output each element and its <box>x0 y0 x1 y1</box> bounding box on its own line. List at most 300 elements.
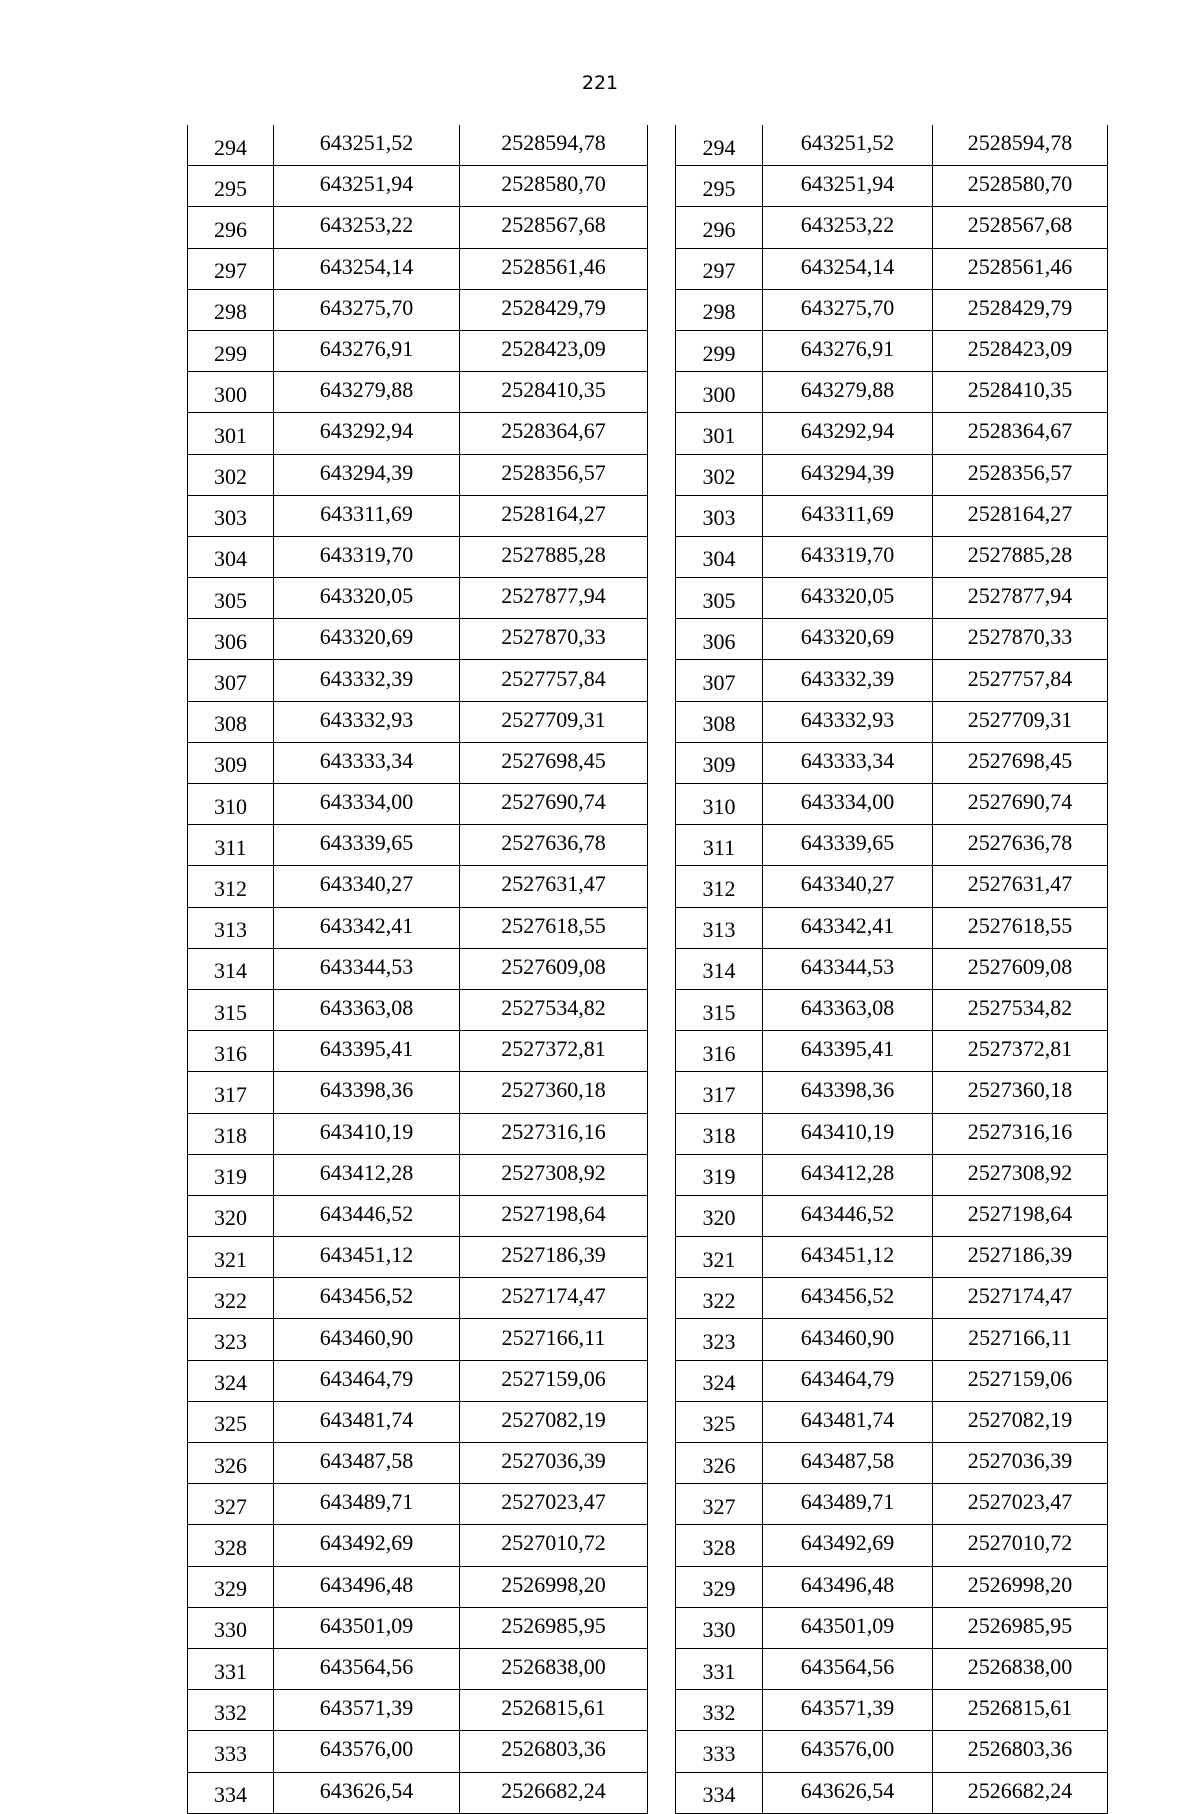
table-row <box>676 578 1108 619</box>
point-number-cell: 315 <box>188 989 274 1030</box>
table-row <box>188 289 648 330</box>
point-number-cell: 306 <box>676 619 763 660</box>
table-row <box>188 948 648 989</box>
x-coordinate-cell: 643398,36 <box>763 1072 933 1113</box>
point-number-cell: 334 <box>676 1772 763 1813</box>
table-row <box>676 660 1108 701</box>
point-number-cell: 297 <box>188 248 274 289</box>
table-row <box>676 1031 1108 1072</box>
x-coordinate-cell: 643576,00 <box>274 1731 460 1772</box>
y-coordinate-cell: 2526998,20 <box>460 1566 648 1607</box>
table-row <box>676 166 1108 207</box>
y-coordinate-cell: 2527159,06 <box>933 1360 1108 1401</box>
point-number-cell: 298 <box>676 289 763 330</box>
x-coordinate-cell: 643275,70 <box>274 289 460 330</box>
point-number-cell: 308 <box>676 701 763 742</box>
table-row <box>676 1525 1108 1566</box>
x-coordinate-cell: 643412,28 <box>763 1154 933 1195</box>
x-coordinate-cell: 643456,52 <box>274 1278 460 1319</box>
point-number-cell: 321 <box>188 1237 274 1278</box>
point-number-cell: 313 <box>676 907 763 948</box>
y-coordinate-cell: 2527709,31 <box>460 701 648 742</box>
coordinates-table-right <box>675 125 1108 1814</box>
x-coordinate-cell: 643332,39 <box>274 660 460 701</box>
x-coordinate-cell: 643489,71 <box>763 1484 933 1525</box>
table-row <box>676 1731 1108 1772</box>
point-number-cell: 316 <box>188 1031 274 1072</box>
x-coordinate-cell: 643333,34 <box>763 742 933 783</box>
table-row <box>676 1195 1108 1236</box>
point-number-cell: 326 <box>676 1443 763 1484</box>
table-row <box>676 1154 1108 1195</box>
y-coordinate-cell: 2528567,68 <box>460 207 648 248</box>
y-coordinate-cell: 2527636,78 <box>460 825 648 866</box>
point-number-cell: 317 <box>188 1072 274 1113</box>
y-coordinate-cell: 2527166,11 <box>933 1319 1108 1360</box>
table-row <box>188 1319 648 1360</box>
y-coordinate-cell: 2526985,95 <box>933 1607 1108 1648</box>
table-row <box>188 125 648 166</box>
y-coordinate-cell: 2527618,55 <box>933 907 1108 948</box>
point-number-cell: 318 <box>188 1113 274 1154</box>
point-number-cell: 309 <box>188 742 274 783</box>
y-coordinate-cell: 2526998,20 <box>933 1566 1108 1607</box>
y-coordinate-cell: 2527360,18 <box>933 1072 1108 1113</box>
x-coordinate-cell: 643492,69 <box>274 1525 460 1566</box>
table-row <box>188 1278 648 1319</box>
point-number-cell: 304 <box>676 536 763 577</box>
x-coordinate-cell: 643446,52 <box>763 1195 933 1236</box>
x-coordinate-cell: 643251,94 <box>274 166 460 207</box>
y-coordinate-cell: 2527174,47 <box>460 1278 648 1319</box>
y-coordinate-cell: 2527198,64 <box>933 1195 1108 1236</box>
table-row <box>676 1278 1108 1319</box>
table-row <box>188 1525 648 1566</box>
x-coordinate-cell: 643412,28 <box>274 1154 460 1195</box>
y-coordinate-cell: 2527082,19 <box>460 1401 648 1442</box>
point-number-cell: 332 <box>188 1690 274 1731</box>
y-coordinate-cell: 2528356,57 <box>460 454 648 495</box>
y-coordinate-cell: 2527709,31 <box>933 701 1108 742</box>
y-coordinate-cell: 2528364,67 <box>933 413 1108 454</box>
x-coordinate-cell: 643339,65 <box>274 825 460 866</box>
x-coordinate-cell: 643395,41 <box>274 1031 460 1072</box>
table-row <box>188 1195 648 1236</box>
point-number-cell: 302 <box>676 454 763 495</box>
point-number-cell: 296 <box>676 207 763 248</box>
y-coordinate-cell: 2528423,09 <box>933 330 1108 371</box>
x-coordinate-cell: 643279,88 <box>763 372 933 413</box>
y-coordinate-cell: 2527609,08 <box>460 948 648 989</box>
point-number-cell: 303 <box>676 495 763 536</box>
table-row <box>188 1484 648 1525</box>
x-coordinate-cell: 643320,05 <box>763 578 933 619</box>
x-coordinate-cell: 643320,69 <box>274 619 460 660</box>
x-coordinate-cell: 643333,34 <box>274 742 460 783</box>
y-coordinate-cell: 2527534,82 <box>460 989 648 1030</box>
x-coordinate-cell: 643334,00 <box>763 784 933 825</box>
y-coordinate-cell: 2527885,28 <box>460 536 648 577</box>
x-coordinate-cell: 643294,39 <box>763 454 933 495</box>
point-number-cell: 319 <box>188 1154 274 1195</box>
x-coordinate-cell: 643451,12 <box>274 1237 460 1278</box>
x-coordinate-cell: 643332,93 <box>274 701 460 742</box>
table-row <box>188 989 648 1030</box>
x-coordinate-cell: 643332,93 <box>763 701 933 742</box>
y-coordinate-cell: 2527023,47 <box>933 1484 1108 1525</box>
point-number-cell: 322 <box>676 1278 763 1319</box>
x-coordinate-cell: 643363,08 <box>274 989 460 1030</box>
x-coordinate-cell: 643275,70 <box>763 289 933 330</box>
table-row <box>188 1443 648 1484</box>
point-number-cell: 329 <box>188 1566 274 1607</box>
y-coordinate-cell: 2527010,72 <box>933 1525 1108 1566</box>
table-row <box>188 1648 648 1689</box>
table-row <box>676 701 1108 742</box>
point-number-cell: 301 <box>188 413 274 454</box>
point-number-cell: 307 <box>676 660 763 701</box>
x-coordinate-cell: 643344,53 <box>274 948 460 989</box>
table-row <box>676 866 1108 907</box>
point-number-cell: 319 <box>676 1154 763 1195</box>
point-number-cell: 318 <box>676 1113 763 1154</box>
table-row <box>676 289 1108 330</box>
point-number-cell: 331 <box>676 1648 763 1689</box>
point-number-cell: 312 <box>676 866 763 907</box>
point-number-cell: 299 <box>188 330 274 371</box>
table-row <box>188 248 648 289</box>
coordinates-table-left <box>187 125 648 1814</box>
y-coordinate-cell: 2526815,61 <box>933 1690 1108 1731</box>
y-coordinate-cell: 2527877,94 <box>460 578 648 619</box>
point-number-cell: 311 <box>188 825 274 866</box>
point-number-cell: 310 <box>676 784 763 825</box>
x-coordinate-cell: 643320,05 <box>274 578 460 619</box>
point-number-cell: 309 <box>676 742 763 783</box>
table-row <box>188 907 648 948</box>
point-number-cell: 320 <box>676 1195 763 1236</box>
table-row <box>188 1031 648 1072</box>
x-coordinate-cell: 643320,69 <box>763 619 933 660</box>
point-number-cell: 305 <box>676 578 763 619</box>
y-coordinate-cell: 2528580,70 <box>933 166 1108 207</box>
x-coordinate-cell: 643489,71 <box>274 1484 460 1525</box>
x-coordinate-cell: 643451,12 <box>763 1237 933 1278</box>
point-number-cell: 323 <box>188 1319 274 1360</box>
point-number-cell: 321 <box>676 1237 763 1278</box>
y-coordinate-cell: 2526682,24 <box>460 1772 648 1813</box>
y-coordinate-cell: 2527036,39 <box>933 1443 1108 1484</box>
point-number-cell: 331 <box>188 1648 274 1689</box>
x-coordinate-cell: 643311,69 <box>274 495 460 536</box>
y-coordinate-cell: 2527198,64 <box>460 1195 648 1236</box>
x-coordinate-cell: 643279,88 <box>274 372 460 413</box>
point-number-cell: 304 <box>188 536 274 577</box>
x-coordinate-cell: 643501,09 <box>763 1607 933 1648</box>
y-coordinate-cell: 2527186,39 <box>460 1237 648 1278</box>
y-coordinate-cell: 2527186,39 <box>933 1237 1108 1278</box>
point-number-cell: 312 <box>188 866 274 907</box>
x-coordinate-cell: 643276,91 <box>763 330 933 371</box>
y-coordinate-cell: 2526815,61 <box>460 1690 648 1731</box>
y-coordinate-cell: 2526838,00 <box>460 1648 648 1689</box>
y-coordinate-cell: 2528561,46 <box>460 248 648 289</box>
y-coordinate-cell: 2527698,45 <box>933 742 1108 783</box>
table-row <box>188 784 648 825</box>
x-coordinate-cell: 643464,79 <box>763 1360 933 1401</box>
y-coordinate-cell: 2527308,92 <box>933 1154 1108 1195</box>
x-coordinate-cell: 643571,39 <box>763 1690 933 1731</box>
table-row <box>188 619 648 660</box>
point-number-cell: 324 <box>188 1360 274 1401</box>
y-coordinate-cell: 2528429,79 <box>460 289 648 330</box>
table-row <box>676 413 1108 454</box>
table-row <box>676 1772 1108 1813</box>
x-coordinate-cell: 643395,41 <box>763 1031 933 1072</box>
y-coordinate-cell: 2526682,24 <box>933 1772 1108 1813</box>
table-row <box>676 207 1108 248</box>
point-number-cell: 334 <box>188 1772 274 1813</box>
table-row <box>188 495 648 536</box>
x-coordinate-cell: 643292,94 <box>274 413 460 454</box>
table-row <box>188 536 648 577</box>
y-coordinate-cell: 2528567,68 <box>933 207 1108 248</box>
x-coordinate-cell: 643456,52 <box>763 1278 933 1319</box>
x-coordinate-cell: 643410,19 <box>274 1113 460 1154</box>
x-coordinate-cell: 643487,58 <box>274 1443 460 1484</box>
table-row <box>188 166 648 207</box>
y-coordinate-cell: 2527698,45 <box>460 742 648 783</box>
y-coordinate-cell: 2528561,46 <box>933 248 1108 289</box>
y-coordinate-cell: 2527082,19 <box>933 1401 1108 1442</box>
table-row <box>676 1072 1108 1113</box>
x-coordinate-cell: 643311,69 <box>763 495 933 536</box>
point-number-cell: 328 <box>188 1525 274 1566</box>
point-number-cell: 316 <box>676 1031 763 1072</box>
table-row <box>188 1607 648 1648</box>
table-row <box>188 413 648 454</box>
x-coordinate-cell: 643626,54 <box>763 1772 933 1813</box>
y-coordinate-cell: 2527174,47 <box>933 1278 1108 1319</box>
x-coordinate-cell: 643496,48 <box>763 1566 933 1607</box>
point-number-cell: 330 <box>676 1607 763 1648</box>
point-number-cell: 317 <box>676 1072 763 1113</box>
table-row <box>676 125 1108 166</box>
x-coordinate-cell: 643487,58 <box>763 1443 933 1484</box>
table-row <box>676 1319 1108 1360</box>
table-row <box>676 742 1108 783</box>
y-coordinate-cell: 2527877,94 <box>933 578 1108 619</box>
x-coordinate-cell: 643251,52 <box>274 125 460 166</box>
point-number-cell: 297 <box>676 248 763 289</box>
point-number-cell: 305 <box>188 578 274 619</box>
y-coordinate-cell: 2527360,18 <box>460 1072 648 1113</box>
y-coordinate-cell: 2527023,47 <box>460 1484 648 1525</box>
y-coordinate-cell: 2527631,47 <box>933 866 1108 907</box>
table-row <box>676 1484 1108 1525</box>
table-row <box>188 660 648 701</box>
table-row <box>676 248 1108 289</box>
y-coordinate-cell: 2527636,78 <box>933 825 1108 866</box>
table-row <box>676 536 1108 577</box>
point-number-cell: 324 <box>676 1360 763 1401</box>
table-row <box>676 1566 1108 1607</box>
point-number-cell: 310 <box>188 784 274 825</box>
point-number-cell: 299 <box>676 330 763 371</box>
x-coordinate-cell: 643319,70 <box>763 536 933 577</box>
table-row <box>676 372 1108 413</box>
table-row <box>188 1401 648 1442</box>
x-coordinate-cell: 643481,74 <box>763 1401 933 1442</box>
table-row <box>676 989 1108 1030</box>
y-coordinate-cell: 2528356,57 <box>933 454 1108 495</box>
x-coordinate-cell: 643254,14 <box>274 248 460 289</box>
point-number-cell: 303 <box>188 495 274 536</box>
x-coordinate-cell: 643342,41 <box>763 907 933 948</box>
y-coordinate-cell: 2528164,27 <box>460 495 648 536</box>
y-coordinate-cell: 2526838,00 <box>933 1648 1108 1689</box>
x-coordinate-cell: 643340,27 <box>274 866 460 907</box>
x-coordinate-cell: 643464,79 <box>274 1360 460 1401</box>
point-number-cell: 308 <box>188 701 274 742</box>
x-coordinate-cell: 643319,70 <box>274 536 460 577</box>
table-row <box>676 1443 1108 1484</box>
point-number-cell: 325 <box>676 1401 763 1442</box>
x-coordinate-cell: 643363,08 <box>763 989 933 1030</box>
y-coordinate-cell: 2528410,35 <box>933 372 1108 413</box>
x-coordinate-cell: 643342,41 <box>274 907 460 948</box>
x-coordinate-cell: 643626,54 <box>274 1772 460 1813</box>
table-row <box>676 495 1108 536</box>
table-row <box>676 784 1108 825</box>
y-coordinate-cell: 2527308,92 <box>460 1154 648 1195</box>
point-number-cell: 311 <box>676 825 763 866</box>
point-number-cell: 302 <box>188 454 274 495</box>
y-coordinate-cell: 2528594,78 <box>933 125 1108 166</box>
table-row <box>188 1072 648 1113</box>
point-number-cell: 295 <box>676 166 763 207</box>
point-number-cell: 328 <box>676 1525 763 1566</box>
table-row <box>676 1607 1108 1648</box>
x-coordinate-cell: 643398,36 <box>274 1072 460 1113</box>
table-row <box>676 619 1108 660</box>
point-number-cell: 300 <box>188 372 274 413</box>
table-row <box>676 330 1108 371</box>
y-coordinate-cell: 2527757,84 <box>460 660 648 701</box>
y-coordinate-cell: 2527534,82 <box>933 989 1108 1030</box>
table-row <box>676 1113 1108 1154</box>
x-coordinate-cell: 643344,53 <box>763 948 933 989</box>
x-coordinate-cell: 643460,90 <box>763 1319 933 1360</box>
point-number-cell: 296 <box>188 207 274 248</box>
point-number-cell: 294 <box>676 125 763 166</box>
y-coordinate-cell: 2528364,67 <box>460 413 648 454</box>
y-coordinate-cell: 2526803,36 <box>460 1731 648 1772</box>
x-coordinate-cell: 643571,39 <box>274 1690 460 1731</box>
y-coordinate-cell: 2528164,27 <box>933 495 1108 536</box>
table-row <box>188 1113 648 1154</box>
x-coordinate-cell: 643340,27 <box>763 866 933 907</box>
y-coordinate-cell: 2527372,81 <box>933 1031 1108 1072</box>
y-coordinate-cell: 2528580,70 <box>460 166 648 207</box>
table-row <box>188 454 648 495</box>
y-coordinate-cell: 2527870,33 <box>460 619 648 660</box>
point-number-cell: 323 <box>676 1319 763 1360</box>
x-coordinate-cell: 643576,00 <box>763 1731 933 1772</box>
table-row <box>188 1731 648 1772</box>
y-coordinate-cell: 2527885,28 <box>933 536 1108 577</box>
table-row <box>188 372 648 413</box>
y-coordinate-cell: 2527010,72 <box>460 1525 648 1566</box>
y-coordinate-cell: 2528410,35 <box>460 372 648 413</box>
x-coordinate-cell: 643251,52 <box>763 125 933 166</box>
x-coordinate-cell: 643253,22 <box>763 207 933 248</box>
x-coordinate-cell: 643276,91 <box>274 330 460 371</box>
x-coordinate-cell: 643564,56 <box>763 1648 933 1689</box>
y-coordinate-cell: 2527631,47 <box>460 866 648 907</box>
table-row <box>188 330 648 371</box>
y-coordinate-cell: 2527690,74 <box>460 784 648 825</box>
point-number-cell: 333 <box>188 1731 274 1772</box>
y-coordinate-cell: 2527159,06 <box>460 1360 648 1401</box>
x-coordinate-cell: 643501,09 <box>274 1607 460 1648</box>
point-number-cell: 326 <box>188 1443 274 1484</box>
y-coordinate-cell: 2528423,09 <box>460 330 648 371</box>
table-row <box>676 1648 1108 1689</box>
x-coordinate-cell: 643292,94 <box>763 413 933 454</box>
y-coordinate-cell: 2527757,84 <box>933 660 1108 701</box>
point-number-cell: 295 <box>188 166 274 207</box>
x-coordinate-cell: 643332,39 <box>763 660 933 701</box>
point-number-cell: 300 <box>676 372 763 413</box>
table-row <box>188 207 648 248</box>
table-row <box>676 1360 1108 1401</box>
table-row <box>188 701 648 742</box>
x-coordinate-cell: 643339,65 <box>763 825 933 866</box>
x-coordinate-cell: 643334,00 <box>274 784 460 825</box>
table-row <box>188 1237 648 1278</box>
x-coordinate-cell: 643254,14 <box>763 248 933 289</box>
table-row <box>188 1360 648 1401</box>
point-number-cell: 333 <box>676 1731 763 1772</box>
table-row <box>676 454 1108 495</box>
point-number-cell: 313 <box>188 907 274 948</box>
y-coordinate-cell: 2527166,11 <box>460 1319 648 1360</box>
table-row <box>188 578 648 619</box>
point-number-cell: 327 <box>188 1484 274 1525</box>
table-row <box>188 1772 648 1813</box>
point-number-cell: 315 <box>676 989 763 1030</box>
point-number-cell: 294 <box>188 125 274 166</box>
y-coordinate-cell: 2528429,79 <box>933 289 1108 330</box>
x-coordinate-cell: 643492,69 <box>763 1525 933 1566</box>
x-coordinate-cell: 643564,56 <box>274 1648 460 1689</box>
table-row <box>188 1690 648 1731</box>
point-number-cell: 330 <box>188 1607 274 1648</box>
x-coordinate-cell: 643294,39 <box>274 454 460 495</box>
point-number-cell: 314 <box>188 948 274 989</box>
table-row <box>188 742 648 783</box>
table-row <box>676 825 1108 866</box>
y-coordinate-cell: 2527609,08 <box>933 948 1108 989</box>
table-row <box>676 1237 1108 1278</box>
x-coordinate-cell: 643410,19 <box>763 1113 933 1154</box>
x-coordinate-cell: 643481,74 <box>274 1401 460 1442</box>
point-number-cell: 320 <box>188 1195 274 1236</box>
y-coordinate-cell: 2527372,81 <box>460 1031 648 1072</box>
point-number-cell: 301 <box>676 413 763 454</box>
x-coordinate-cell: 643496,48 <box>274 1566 460 1607</box>
